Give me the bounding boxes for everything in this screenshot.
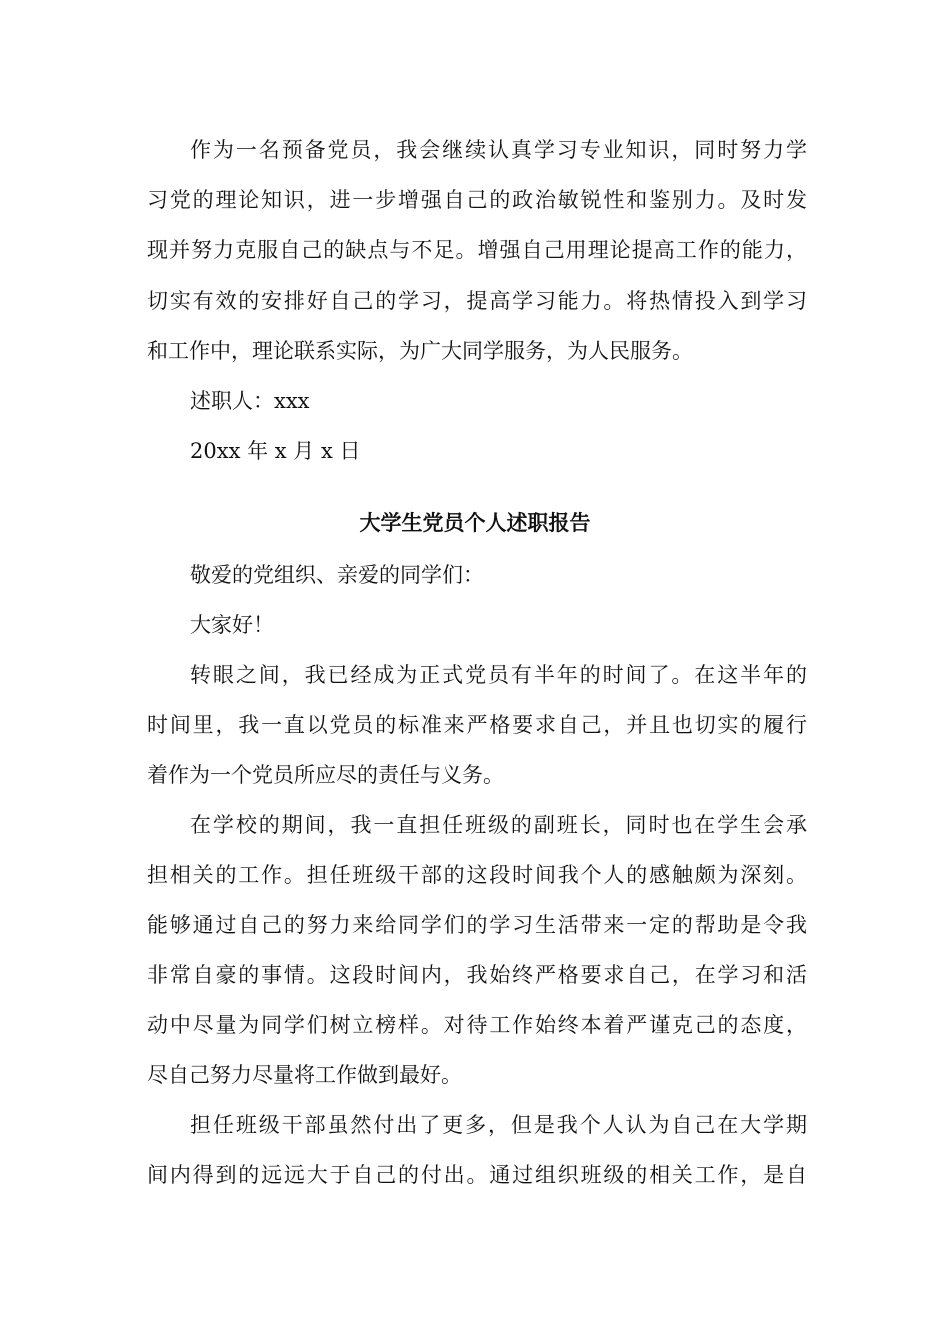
paragraph-line: 能够通过自己的努力来给同学们的学习生活带来一定的帮助是令我 (147, 913, 807, 937)
paragraph-line: 习党的理论知识，进一步增强自己的政治敏锐性和鉴别力。及时发 (147, 188, 807, 212)
greeting: 大家好！ (190, 613, 274, 637)
salutation: 敬爱的党组织、亲爱的同学们： (190, 563, 484, 587)
report-title: 大学生党员个人述职报告 (359, 510, 591, 535)
paragraph-line: 尽自己努力尽量将工作做到最好。 (147, 1063, 462, 1087)
paragraph-line: 在学校的期间，我一直担任班级的副班长，同时也在学生会承 (190, 813, 807, 837)
paragraph-line: 作为一名预备党员，我会继续认真学习专业知识，同时努力学 (190, 138, 807, 162)
paragraph-line: 担相关的工作。担任班级干部的这段时间我个人的感触颇为深刻。 (147, 863, 807, 887)
signature: 述职人：xxx (190, 389, 310, 413)
paragraph-line: 间内得到的远远大于自己的付出。通过组织班级的相关工作，是自 (147, 1163, 807, 1187)
paragraph-line: 和工作中，理论联系实际，为广大同学服务，为人民服务。 (147, 339, 693, 363)
paragraph-line: 非常自豪的事情。这段时间内，我始终严格要求自己，在学习和活 (147, 963, 807, 987)
paragraph-line: 担任班级干部虽然付出了更多，但是我个人认为自己在大学期 (190, 1113, 807, 1137)
paragraph-line: 着作为一个党员所应尽的责任与义务。 (147, 763, 504, 787)
paragraph-line: 时间里，我一直以党员的标准来严格要求自己，并且也切实的履行 (147, 713, 807, 737)
paragraph-line: 切实有效的安排好自己的学习，提高学习能力。将热情投入到学习 (147, 289, 807, 313)
paragraph-line: 动中尽量为同学们树立榜样。对待工作始终本着严谨克己的态度， (147, 1013, 807, 1037)
paragraph-line: 现并努力克服自己的缺点与不足。增强自己用理论提高工作的能力， (147, 238, 807, 262)
date: 20xx 年 x 月 x 日 (190, 439, 361, 463)
paragraph-line: 转眼之间，我已经成为正式党员有半年的时间了。在这半年的 (190, 663, 807, 687)
